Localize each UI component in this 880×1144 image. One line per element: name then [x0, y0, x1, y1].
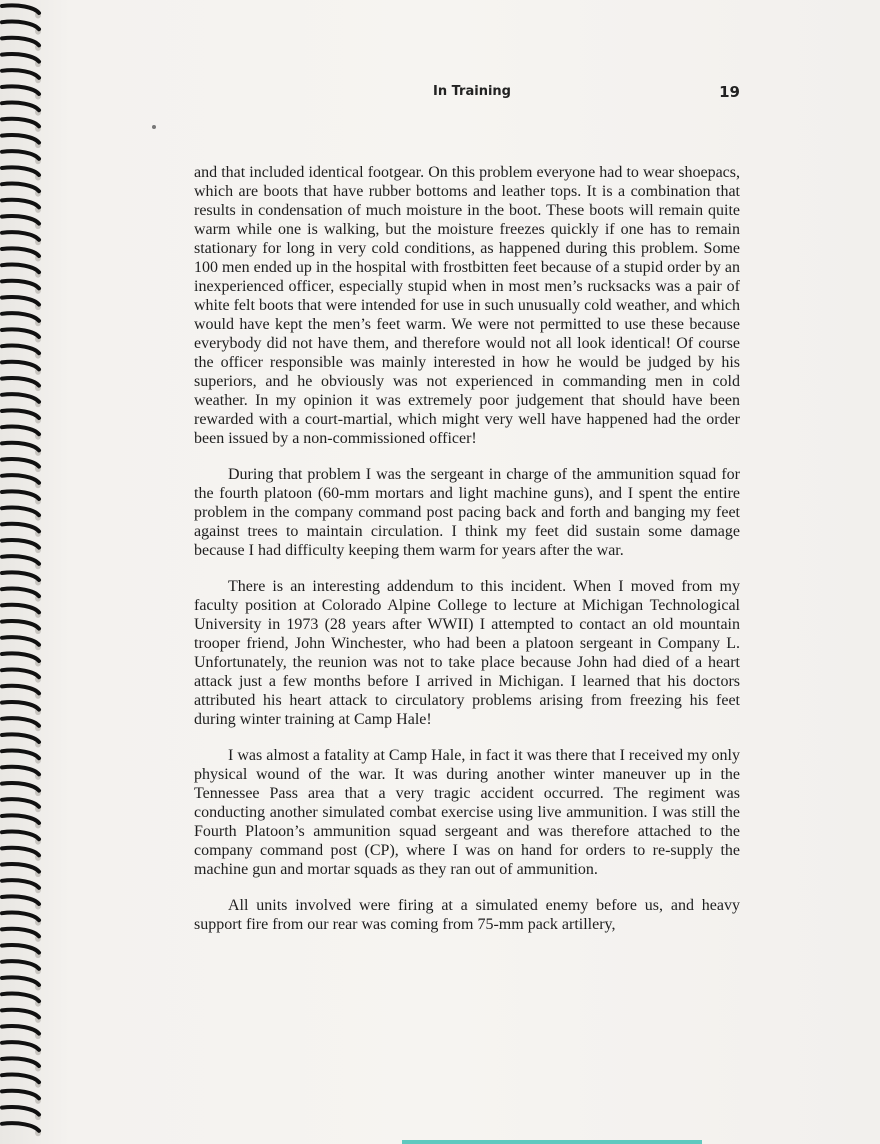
- binding-coil: [2, 508, 41, 521]
- binding-coil: [2, 1058, 41, 1071]
- binding-coil: [2, 702, 41, 715]
- binding-coil: [2, 1107, 41, 1120]
- binding-coil: [2, 540, 41, 553]
- binding-coil: [2, 443, 41, 456]
- binding-coil: [2, 167, 41, 180]
- binding-coil: [2, 670, 41, 683]
- binding-coil: [2, 491, 41, 504]
- binding-coil: [2, 1026, 41, 1039]
- binding-coil: [2, 281, 41, 294]
- binding-coil: [2, 54, 41, 67]
- binding-coil: [2, 572, 41, 585]
- binding-coil: [2, 248, 41, 261]
- running-header: [190, 84, 740, 108]
- binding-coil: [2, 929, 41, 942]
- binding-coil: [2, 297, 41, 310]
- binding-coil: [2, 524, 41, 537]
- binding-coil: [2, 1091, 41, 1104]
- binding-coil: [2, 5, 41, 18]
- binding-coil: [2, 70, 41, 83]
- binding-coil: [2, 637, 41, 650]
- binding-coil: [2, 151, 41, 164]
- binding-coil: [2, 589, 41, 602]
- binding-coil: [2, 832, 41, 845]
- binding-coil: [2, 556, 41, 569]
- binding-coil: [2, 103, 41, 116]
- binding-coil: [2, 410, 41, 423]
- binding-coil: [2, 394, 41, 407]
- binding-coil: [2, 427, 41, 440]
- binding-coil: [2, 200, 41, 213]
- binding-coil: [2, 848, 41, 861]
- binding-coil: [2, 621, 41, 634]
- paragraph: There is an interesting addendum to this incident. When I moved from my faculty position at Colorado Alpine College to lecture at Michigan Technological University in 1973 (28 years after WWII) I attempted to contact an old mountain trooper friend, John Winchester, who had been a platoon sergeant in Company L. Unfortunately, the reunion was not to take place because John had died of a heart attack just a few months before I arrived in Michigan. I learned that his doctors attributed his heart attack to circulatory problems arising from freezing his feet during winter training at Camp Hale!: [194, 578, 740, 728]
- spiral-binding: [0, 0, 46, 1144]
- body-text: [194, 163, 740, 951]
- binding-coil: [2, 961, 41, 974]
- binding-coil: [2, 216, 41, 229]
- paragraph: During that problem I was the sergeant in charge of the ammunition squad for the fourth platoon (60-mm mortars and light machine guns), and I spent the entire problem in the company command post pacing back and forth and banging my feet against trees to maintain circulation. I think my feet did sustain some damage because I had difficulty keeping them warm for years after the war.: [194, 466, 740, 559]
- binding-coil: [2, 346, 41, 359]
- binding-coil: [2, 815, 41, 828]
- page-number: 19: [719, 83, 740, 101]
- binding-coil: [2, 86, 41, 99]
- binding-coil: [2, 475, 41, 488]
- binding-coil: [2, 459, 41, 472]
- binding-coil: [2, 265, 41, 278]
- paragraph: All units involved were firing at a simulated enemy before us, and heavy support fire from our rear was coming from 75-mm pack artillery,: [194, 897, 740, 933]
- binding-coil: [2, 119, 41, 132]
- binding-coil: [2, 313, 41, 326]
- binding-coil: [2, 718, 41, 731]
- binding-coil: [2, 22, 41, 35]
- binding-coil: [2, 135, 41, 148]
- scan-speck: [152, 125, 156, 129]
- binding-coil: [2, 232, 41, 245]
- binding-coil: [2, 38, 41, 51]
- binding-coil: [2, 605, 41, 618]
- binding-coil: [2, 686, 41, 699]
- binding-coil: [2, 945, 41, 958]
- binding-coil: [2, 1123, 41, 1136]
- binding-coil: [2, 880, 41, 893]
- binding-coil: [2, 977, 41, 990]
- binding-coil: [2, 783, 41, 796]
- binding-coil: [2, 653, 41, 666]
- bottom-tab-edge: [402, 1140, 702, 1144]
- paragraph: and that included identical footgear. On this problem everyone had to wear shoepacs, which are boots that have rubber bottoms and leather tops. It is a combination that results in condensation of much moisture in the boot. These boots will remain quite warm while one is walking, but the moisture freezes quickly if one has to remain stationary for long in very cold conditions, as happened during this problem. Some 100 men ended up in the hospital with frostbitten feet because of a stupid order by an inexperienced officer, especially stupid when in most men’s rucksacks was a pair of white felt boots that were intended for use in such unusually cold weather, and which would have kept the men’s feet warm. We were not permitted to use these because everybody did not have them, and therefore would not all look identical! Of course the officer responsible was mainly interested in how he would be judged by his superiors, and he obviously was not experienced in commanding men in cold weather. In my opinion it was extremely poor judgement that should have been rewarded with a court-martial, which might very well have happened had the order been issued by a non-commissioned officer!: [194, 164, 740, 447]
- binding-coil: [2, 1042, 41, 1055]
- binding-coil: [2, 896, 41, 909]
- binding-coil: [2, 1010, 41, 1023]
- binding-coil: [2, 1075, 41, 1088]
- paragraph: I was almost a fatality at Camp Hale, in fact it was there that I received my only physical wound of the war. It was during another winter maneuver up in the Tennessee Pass area that a very tragic accident occurred. The regiment was conducting another simulated combat exercise using live ammunition. I was still the Fourth Platoon’s ammunition squad sergeant and was therefore attached to the company command post (CP), where I was on hand for orders to re-supply the machine gun and mortar squads as they ran out of ammunition.: [194, 747, 740, 878]
- binding-coil: [2, 184, 41, 197]
- running-head-title: In Training: [433, 84, 511, 99]
- binding-coil: [2, 329, 41, 342]
- binding-coil: [2, 378, 41, 391]
- binding-coil: [2, 362, 41, 375]
- binding-coil: [2, 994, 41, 1007]
- binding-coil: [2, 864, 41, 877]
- binding-coil: [2, 799, 41, 812]
- binding-coil: [2, 913, 41, 926]
- binding-coil: [2, 767, 41, 780]
- binding-coil: [2, 734, 41, 747]
- binding-coil: [2, 751, 41, 764]
